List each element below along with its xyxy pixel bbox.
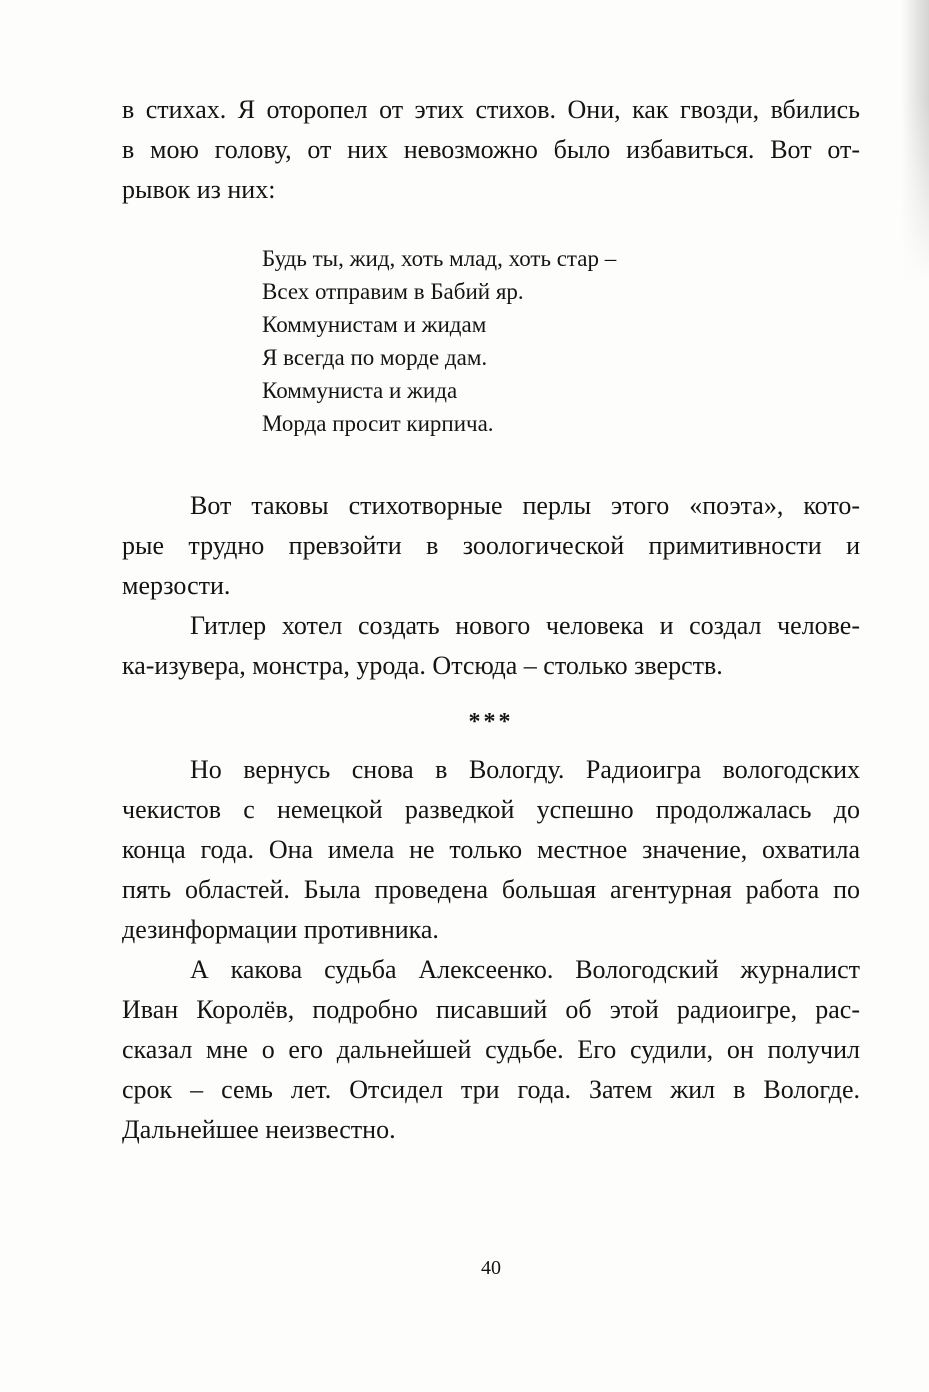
text-line: Но вернусь снова в Вологду. Радиоигра вологодских bbox=[190, 755, 860, 784]
text-line: Вот таковы стихотворные перлы этого «поэта», кото- bbox=[190, 491, 860, 520]
text-line: рывок из них: bbox=[122, 175, 276, 204]
text-line: Гитлер хотел создать нового человека и создал челове- bbox=[190, 611, 860, 640]
text-line: пять областей. Была проведена большая агентурная работа по bbox=[122, 875, 860, 904]
text-line: рые трудно превзойти в зоологической примитивности и bbox=[122, 531, 860, 560]
poem-block bbox=[262, 242, 860, 440]
text-line: ка-изувера, монстра, урода. Отсюда – столько зверств. bbox=[122, 651, 723, 680]
text-line: Всех отправим в Бабий яр. bbox=[262, 279, 524, 304]
text-line: Коммунистам и жидам bbox=[262, 312, 487, 337]
section-divider-asterisks: *** bbox=[468, 709, 514, 735]
text-line: А какова судьба Алексеенко. Вологодский журналист bbox=[190, 955, 860, 984]
text-line: чекистов с немецкой разведкой успешно продолжалась до bbox=[122, 795, 860, 824]
paragraph-hitler-comment bbox=[122, 606, 860, 686]
text-line: дезинформации противника. bbox=[122, 915, 439, 944]
text-line: Будь ты, жид, хоть млад, хоть стар – bbox=[262, 246, 617, 271]
scan-edge-shadow bbox=[901, 0, 929, 280]
text-line: сказал мне о его дальнейшей судьбе. Его судили, он получил bbox=[122, 1035, 860, 1064]
page-number: 40 bbox=[481, 1257, 501, 1279]
page-text-block bbox=[122, 90, 860, 1150]
text-line: Иван Королёв, подробно писавший об этой радиоигре, рас- bbox=[122, 995, 860, 1024]
text-line: конца года. Она имела не только местное значение, охватила bbox=[122, 835, 860, 864]
text-line: Коммуниста и жида bbox=[262, 378, 458, 403]
paragraph-vologda bbox=[122, 750, 860, 950]
paragraph-alekseenko-fate bbox=[122, 950, 860, 1150]
text-line: в мою голову, от них невозможно было избавиться. Вот от- bbox=[122, 135, 860, 164]
paragraph-continuation bbox=[122, 90, 860, 210]
text-line: Я всегда по морде дам. bbox=[262, 345, 488, 370]
paragraph-poet-comment bbox=[122, 486, 860, 606]
text-line: мерзости. bbox=[122, 571, 231, 600]
text-line: Морда просит кирпича. bbox=[262, 411, 494, 436]
text-line: в стихах. Я оторопел от этих стихов. Они, как гвозди, вбились bbox=[122, 95, 860, 124]
text-line: Дальнейшее неизвестно. bbox=[122, 1115, 396, 1144]
text-line: срок – семь лет. Отсидел три года. Затем жил в Вологде. bbox=[122, 1075, 860, 1104]
